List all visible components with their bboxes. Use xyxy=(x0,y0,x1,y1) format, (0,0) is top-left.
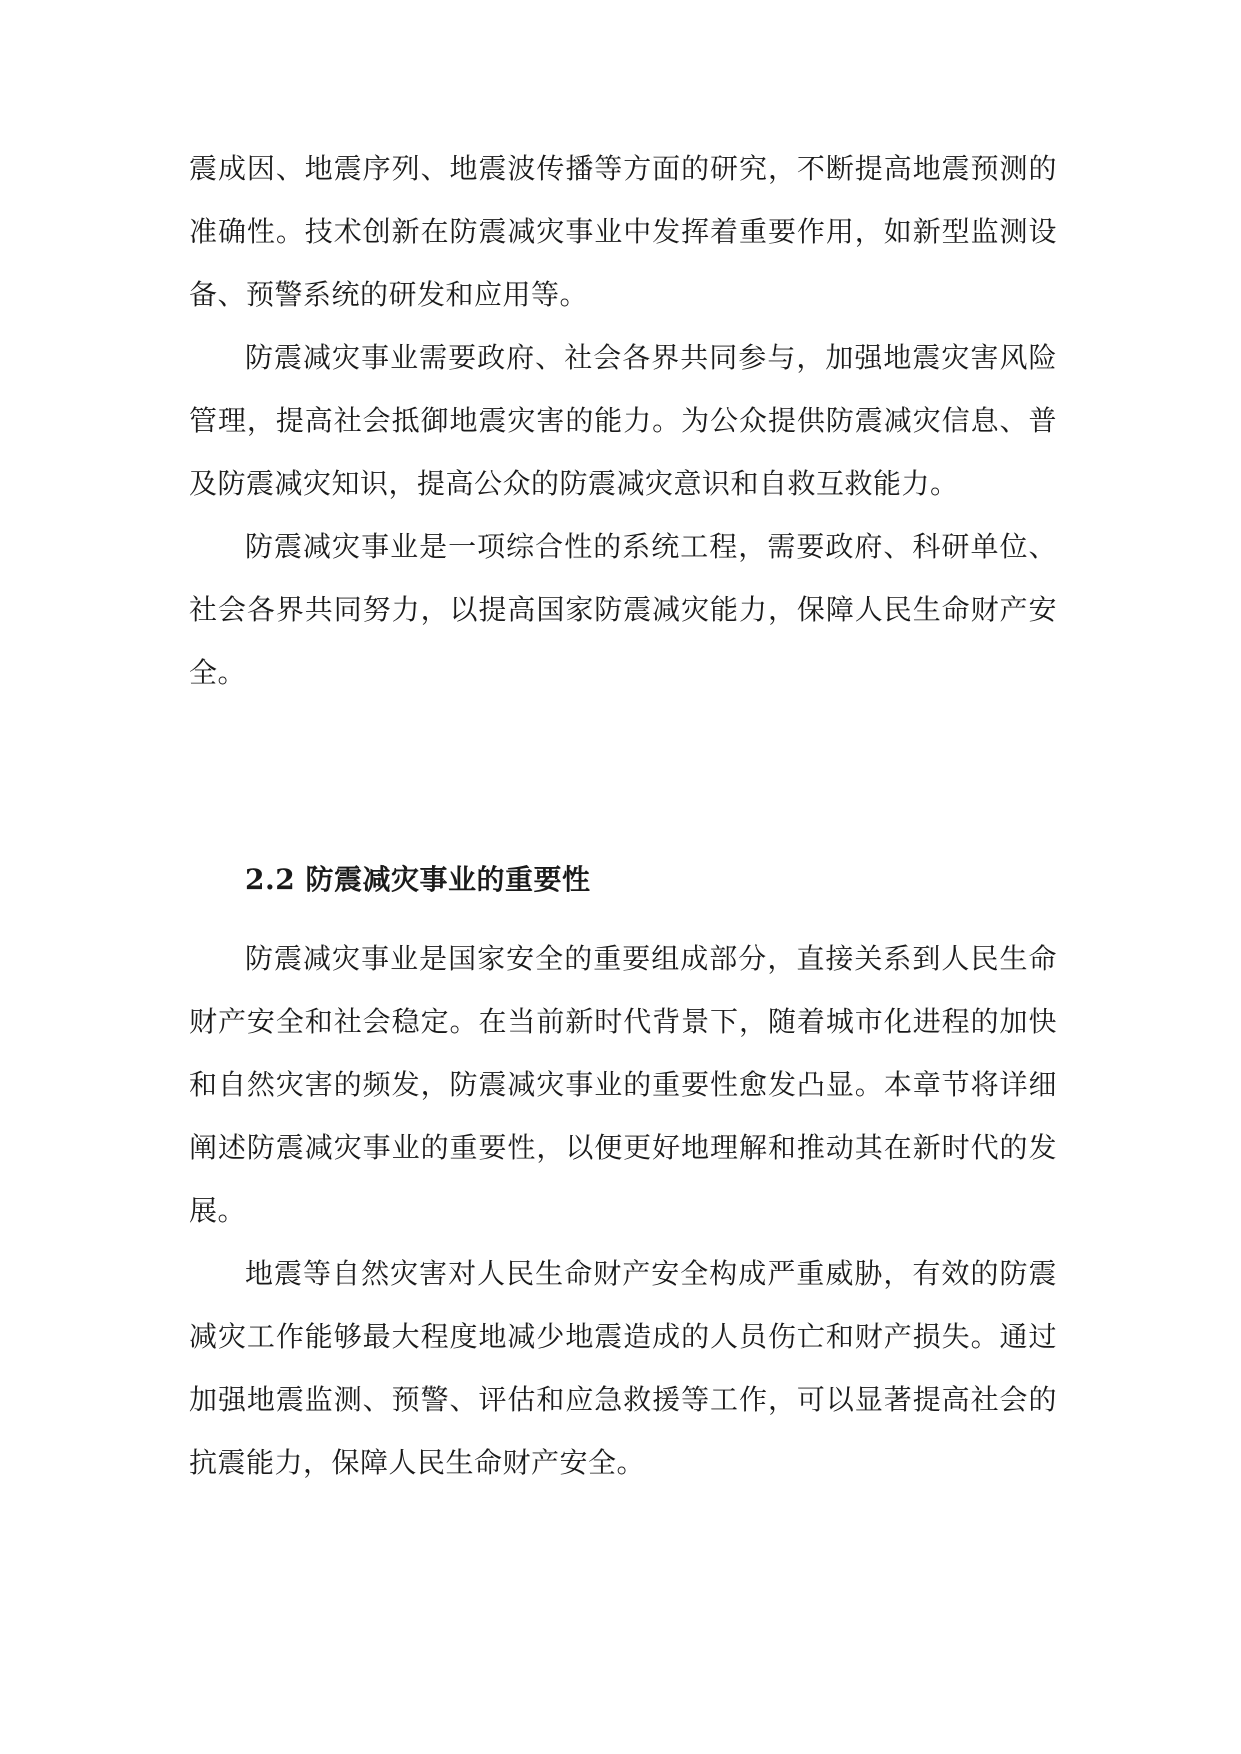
paragraph-public-participation: 防震减灾事业需要政府、社会各界共同参与，加强地震灾害风险管理，提高社会抵御地震灾害的能力。为公众提供防震减灾信息、普及防震减灾知识，提高公众的防震减灾意识和自救互救能力。 xyxy=(189,341,1057,500)
paragraph-disaster-threat: 地震等自然灾害对人民生命财产安全构成严重威胁，有效的防震减灾工作能够最大程度地减少地震造成的人员伤亡和财产损失。通过加强地震监测、预警、评估和应急救援等工作，可以显著提高社会的抗震能力，保障人民生命财产安全。 xyxy=(189,1257,1057,1479)
paragraph-systematic-engineering: 防震减灾事业是一项综合性的系统工程，需要政府、科研单位、社会各界共同努力，以提高国家防震减灾能力，保障人民生命财产安全。 xyxy=(189,530,1057,689)
section-heading: 2.2 防震减灾事业的重要性 xyxy=(245,863,591,896)
paragraph-continuation: 震成因、地震序列、地震波传播等方面的研究，不断提高地震预测的准确性。技术创新在防震减灾事业中发挥着重要作用，如新型监测设备、预警系统的研发和应用等。 xyxy=(189,152,1057,311)
paragraph-importance-intro: 防震减灾事业是国家安全的重要组成部分，直接关系到人民生命财产安全和社会稳定。在当前新时代背景下，随着城市化进程的加快和自然灾害的频发，防震减灾事业的重要性愈发凸显。本章节将详细阐述防震减灾事业的重要性，以便更好地理解和推动其在新时代的发展。 xyxy=(189,942,1057,1227)
